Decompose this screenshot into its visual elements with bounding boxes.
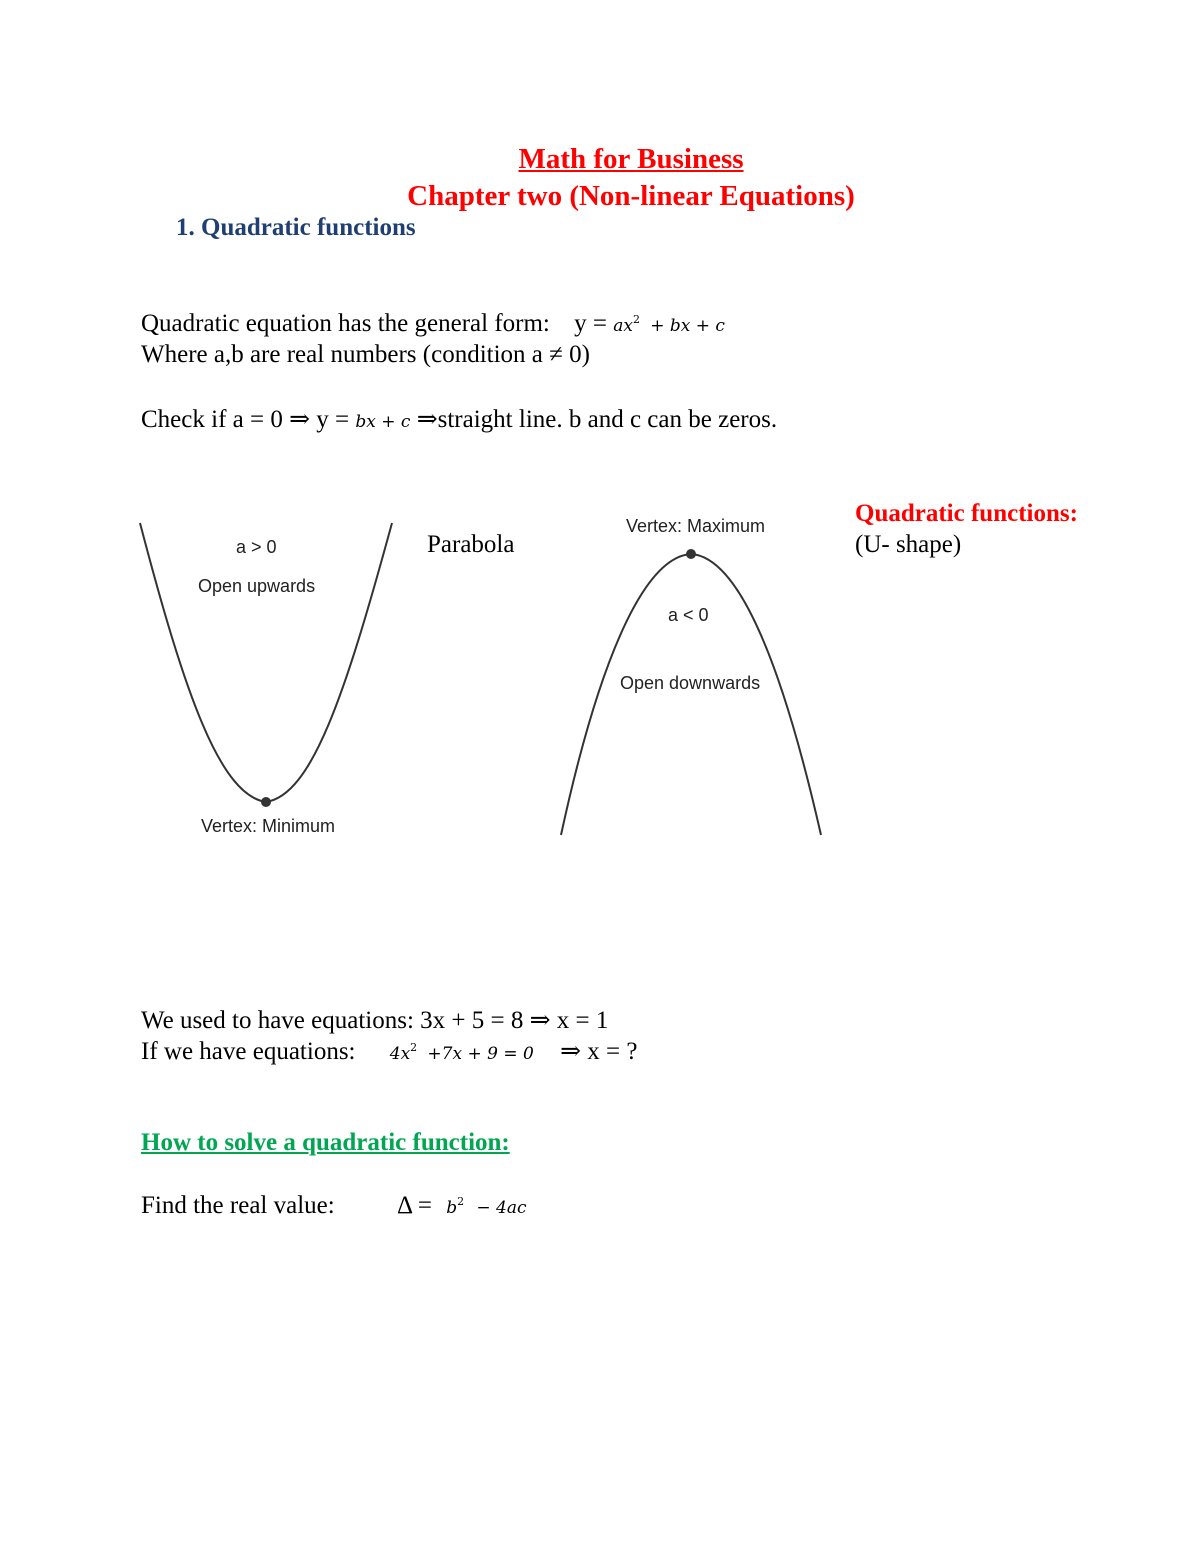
upward-direction-label: Open upwards — [198, 576, 316, 596]
section-heading: 1. Quadratic functions — [176, 214, 416, 241]
upward-condition-label: a > 0 — [236, 537, 277, 557]
quadratic-expr-sup: 2 — [410, 1041, 418, 1054]
vertex-maximum-label: Vertex: Maximum — [626, 516, 766, 536]
delta-expr-rest: − 4ac — [476, 1198, 527, 1218]
quadratic-expr-a: 4x — [389, 1044, 411, 1064]
find-text: Find the real value: — [141, 1192, 335, 1219]
upward-parabola-curve — [140, 523, 392, 802]
quadratic-equation-text: If we have equations: — [141, 1038, 356, 1065]
check-text-1: Check if a = 0 ⇒ y = — [141, 406, 350, 433]
linear-equation-line: We used to have equations: 3x + 5 = 8 ⇒ x = 1 — [141, 1007, 609, 1034]
check-text-2: ⇒straight line. b and c can be zeros. — [416, 406, 778, 433]
general-form-text: Quadratic equation has the general form: — [141, 310, 550, 337]
downward-parabola-curve — [561, 554, 821, 835]
side-note-title: Quadratic functions: — [855, 500, 1078, 527]
general-form-y: y = — [574, 310, 607, 337]
solve-heading: How to solve a quadratic function: — [141, 1129, 510, 1156]
general-form-line — [141, 310, 725, 338]
where-line: Where a,b are real numbers (condition a ≠ 0) — [141, 341, 590, 368]
check-line — [141, 404, 777, 434]
find-real-value-line — [141, 1192, 527, 1220]
parabola-label: Parabola — [427, 531, 515, 558]
vertex-maximum-point — [686, 549, 696, 559]
downward-direction-label: Open downwards — [620, 673, 761, 693]
quadratic-result: ⇒ x = ? — [560, 1038, 638, 1065]
quadratic-expr-rest: +7x + 9 = 0 — [427, 1044, 534, 1064]
general-form-expr-a: ax — [613, 316, 633, 336]
document-title: Math for Business — [518, 143, 744, 175]
check-expr: bx + c — [355, 412, 411, 432]
vertex-minimum-label: Vertex: Minimum — [201, 816, 336, 836]
quadratic-equation-line — [141, 1036, 637, 1066]
general-form-expr-sup: 2 — [632, 313, 640, 326]
downward-condition-label: a < 0 — [668, 605, 709, 625]
general-form-expr-rest: + bx + c — [650, 316, 725, 336]
downward-parabola-graph — [555, 505, 835, 840]
delta-expr-sup: 2 — [457, 1195, 465, 1208]
upward-parabola-graph — [130, 515, 410, 845]
delta-expr-b: b — [446, 1198, 458, 1218]
chapter-title: Chapter two (Non-linear Equations) — [407, 180, 855, 212]
delta-text: Δ = — [396, 1192, 432, 1219]
vertex-minimum-point — [261, 797, 271, 807]
side-note-subtitle: (U- shape) — [855, 531, 962, 558]
